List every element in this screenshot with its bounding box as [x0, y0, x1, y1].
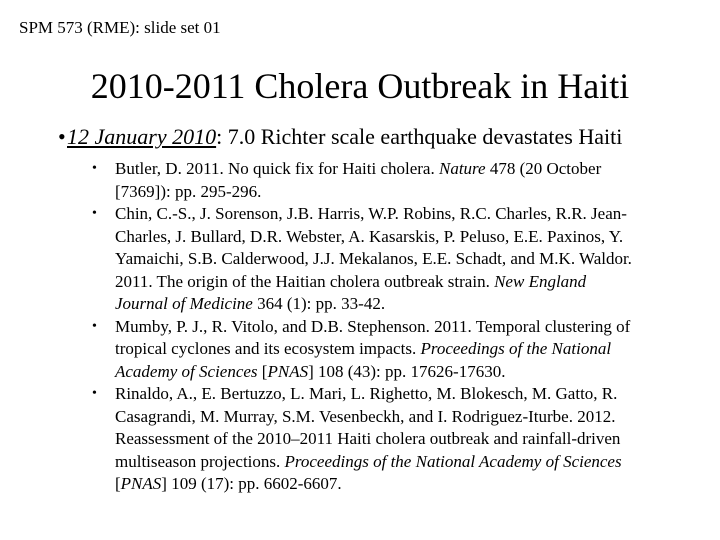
reference-item — [92, 158, 692, 203]
bullet-icon: • — [92, 161, 97, 176]
main-bullet — [58, 122, 708, 152]
reference-item — [92, 316, 692, 384]
reference-line — [115, 383, 692, 406]
reference-line — [115, 428, 692, 451]
reference-italic-text: Nature — [438, 159, 486, 178]
reference-text: 478 (20 October — [485, 159, 602, 178]
bullet-icon: • — [92, 386, 97, 401]
reference-line — [115, 248, 692, 271]
reference-line — [115, 271, 692, 294]
reference-text: Charles, J. Bullard, D.R. Webster, A. Kasarskis, P. Peluso, E.E. Paxinos, Y. — [115, 226, 624, 246]
reference-line — [115, 226, 692, 249]
bullet-icon: • — [92, 318, 97, 334]
reference-line — [115, 338, 692, 361]
reference-text: Yamaichi, S.B. Calderwood, J.J. Mekalanos, E.E. Schadt, and M.K. Waldor. — [115, 249, 632, 268]
reference-line — [115, 293, 692, 316]
reference-italic-text: Proceedings of the National Academy of Sciences — [284, 451, 622, 471]
reference-text: multiseason projections. — [115, 451, 285, 471]
reference-line — [115, 158, 692, 181]
reference-text: 2011. The origin of the Haitian cholera outbreak strain. — [115, 271, 495, 291]
reference-text: Casagrandi, M. Murray, S.M. Vesenbeckh, and I. Rodriguez-Iturbe. 2012. — [115, 406, 616, 426]
reference-italic-text: PNAS — [120, 474, 162, 493]
bullet-icon: • — [92, 206, 97, 221]
reference-text: [ — [115, 474, 121, 493]
reference-text: Rinaldo, A., E. Bertuzzo, L. Mari, L. Righetto, M. Blokesch, M. Gatto, R. — [115, 384, 618, 403]
reference-text: ] 108 (43): pp. 17626-17630. — [308, 361, 506, 381]
reference-text: 364 (1): pp. 33-42. — [252, 294, 386, 313]
event-date: 12 January 2010 — [67, 124, 217, 149]
reference-italic-text: Academy of Sciences — [115, 361, 258, 381]
reference-text: Chin, C.-S., J. Sorenson, J.B. Harris, W.P. Robins, R.C. Charles, R.R. Jean- — [115, 204, 627, 223]
reference-italic-text: PNAS — [267, 361, 309, 381]
reference-line — [115, 203, 692, 226]
reference-text: ] 109 (17): pp. 6602-6607. — [161, 474, 342, 493]
reference-text: Reassessment of the 2010–2011 Haiti cholera outbreak and rainfall-driven — [115, 429, 621, 448]
reference-item — [92, 383, 692, 496]
reference-line — [115, 361, 692, 384]
reference-line — [115, 473, 692, 496]
reference-line — [115, 316, 692, 339]
reference-list — [92, 158, 692, 496]
slide-title: 2010-2011 Cholera Outbreak in Haiti — [90, 66, 630, 106]
reference-text: Mumby, P. J., R. Vitolo, and D.B. Stephenson. 2011. Temporal clustering of — [115, 316, 631, 336]
main-bullet-text — [67, 124, 622, 149]
reference-italic-text: Proceedings of the National — [420, 339, 612, 358]
reference-line — [115, 451, 692, 474]
reference-text: Butler, D. 2011. No quick fix for Haiti cholera. — [115, 159, 439, 178]
bullet-icon: • — [58, 124, 66, 149]
reference-text: tropical cyclones and its ecosystem impacts. — [115, 339, 421, 358]
event-description: : 7.0 Richter scale earthquake devastates Haiti — [216, 124, 623, 149]
reference-text: [7369]): pp. 295-296. — [115, 181, 262, 201]
slide-header: SPM 573 (RME): slide set 01 — [19, 18, 221, 37]
reference-italic-text: Journal of Medicine — [115, 294, 253, 313]
reference-text: [ — [257, 361, 268, 381]
reference-line — [115, 181, 692, 204]
reference-item — [92, 203, 692, 316]
reference-line — [115, 406, 692, 429]
reference-italic-text: New England — [494, 271, 587, 291]
